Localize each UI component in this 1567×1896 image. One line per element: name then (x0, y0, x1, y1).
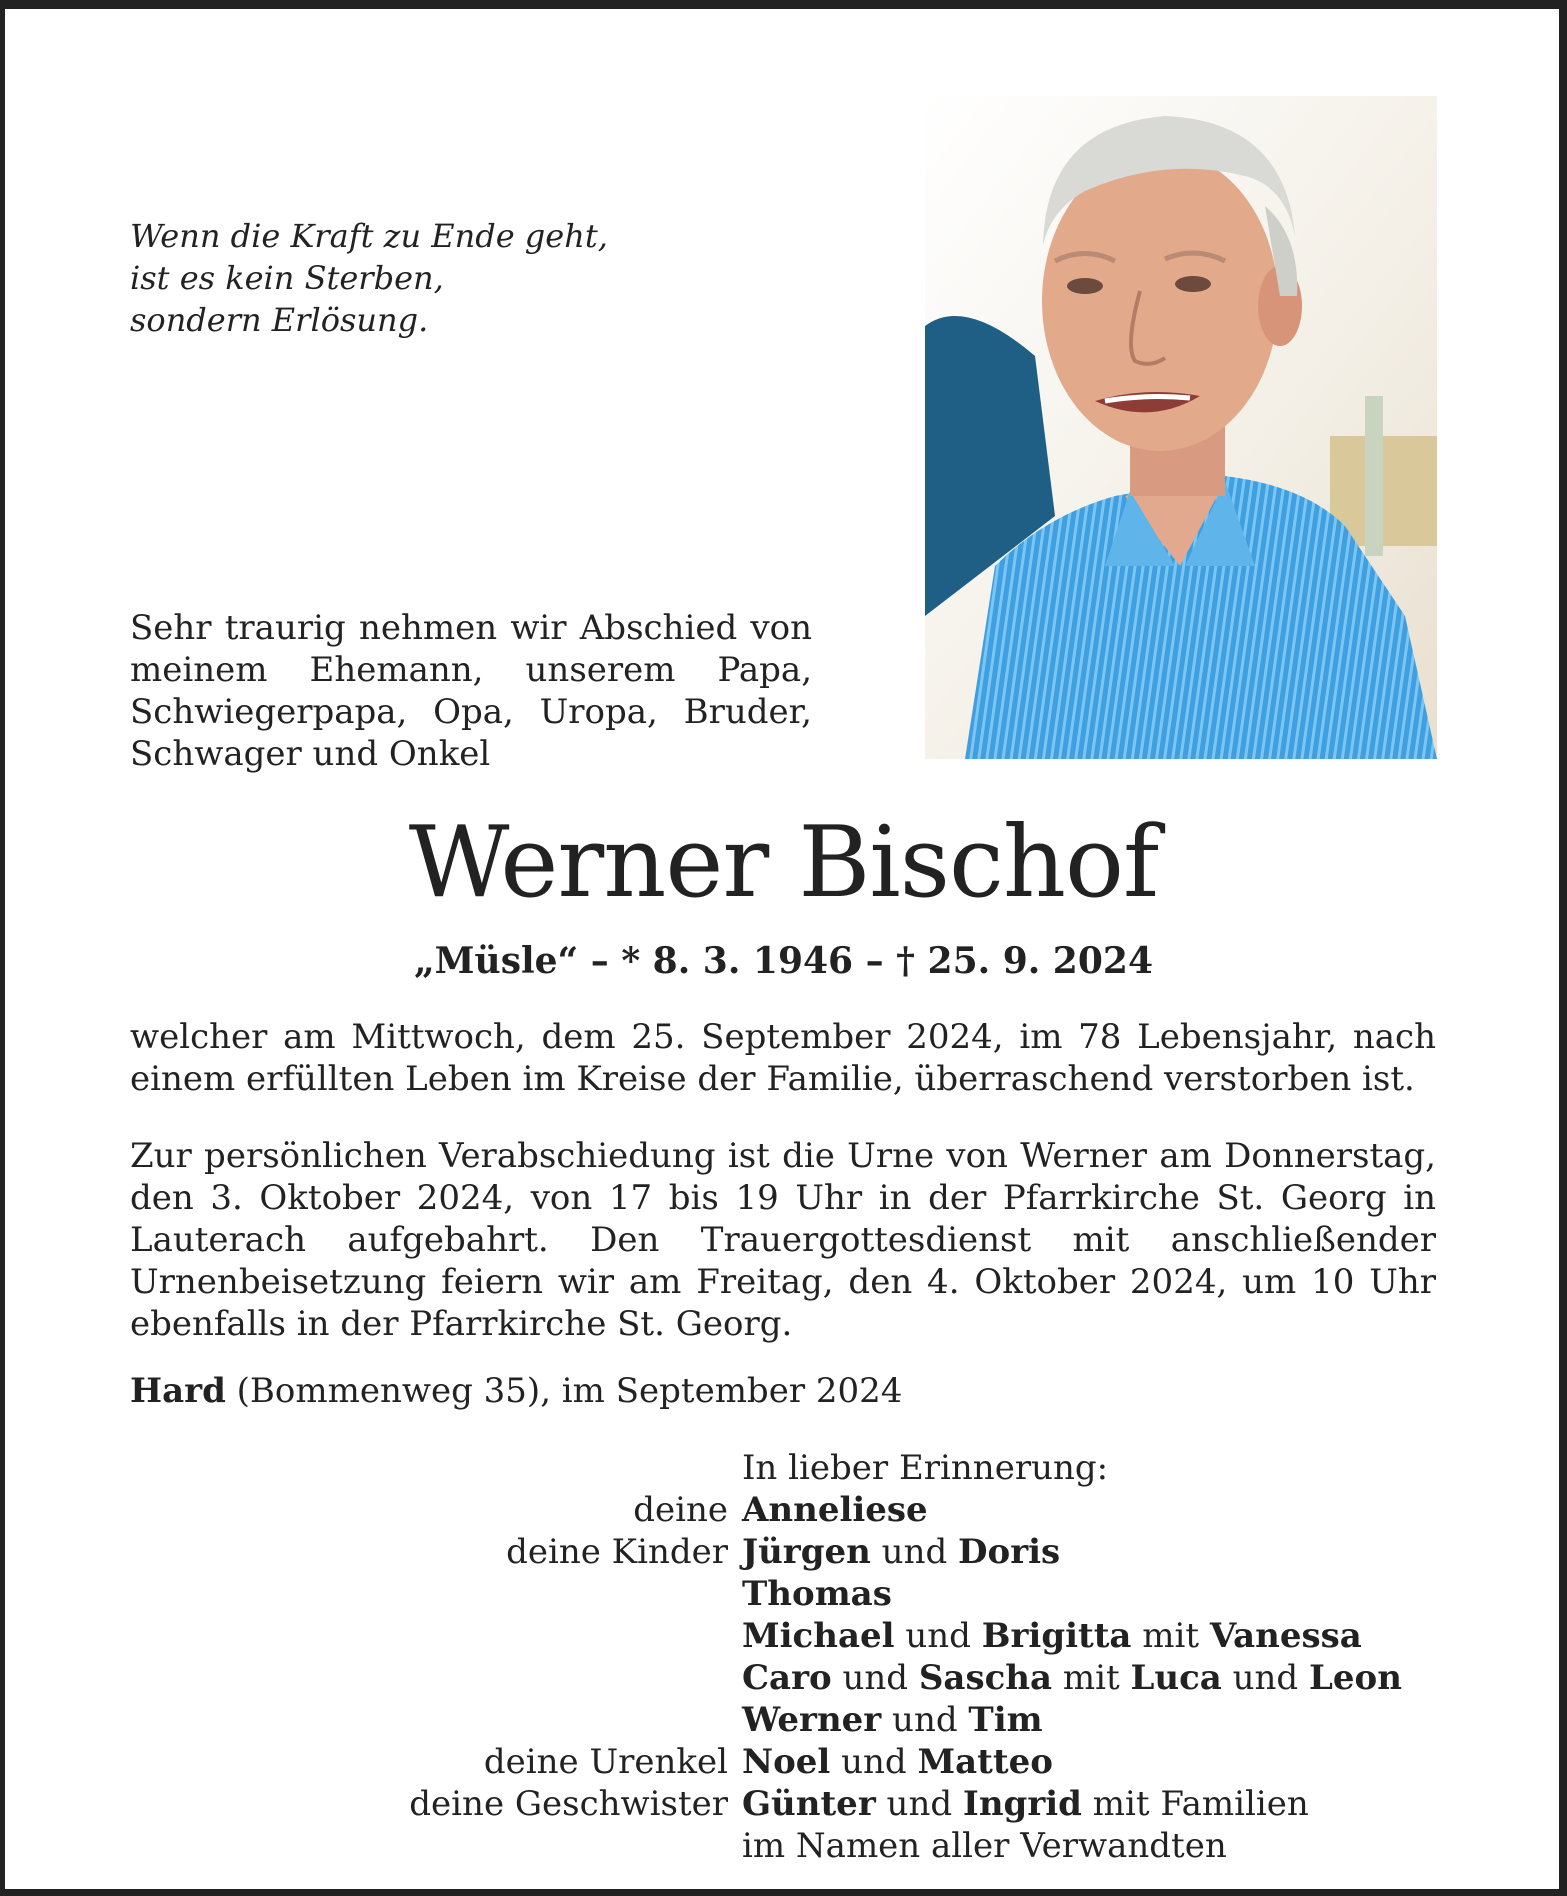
family-member-name: Doris (958, 1532, 1061, 1572)
family-relation-label: deine (633, 1490, 728, 1530)
family-members (742, 1615, 1436, 1657)
family-relation-label (130, 1615, 742, 1657)
family-relation-label: deine Kinder (506, 1532, 728, 1572)
family-member-name: Tim (968, 1700, 1043, 1740)
family-rows (130, 1489, 1436, 1867)
family-heading: In lieber Erinnerung: (742, 1448, 1109, 1488)
family-member-name: Luca (1130, 1658, 1222, 1698)
intro-text: Sehr traurig nehmen wir Abschied von meinem Ehemann, unserem Papa, Schwiegerpapa, Opa, Uropa, Bruder, Schwager und Onkel (130, 608, 812, 774)
family-member-name: Vanessa (1209, 1616, 1362, 1656)
family-member-name: Günter (742, 1784, 876, 1824)
quote-line: Wenn die Kraft zu Ende geht, (130, 217, 608, 255)
family-members (742, 1573, 1436, 1615)
family-member-name: Leon (1309, 1658, 1402, 1698)
deceased-name: Werner Bischof (408, 806, 1159, 920)
family-member-name: Brigitta (981, 1616, 1132, 1656)
portrait-photo (925, 96, 1437, 759)
family-members (742, 1783, 1436, 1825)
family-connector-text: und (1221, 1658, 1310, 1698)
family-connector-text: und (870, 1532, 959, 1572)
funeral-details-paragraph: Zur persönlichen Verabschiedung ist die Urne von Werner am Donnerstag, den 3. Oktober 2024, von 17 bis 19 Uhr in der Pfarrkirche St. Georg in Lauterach aufgebahrt. Den Trauergottesdienst mit anschließender Urnenbeisetzung feiern wir am Freitag, den 4. Oktober 2024, um 10 Uhr ebenfalls in der Pfarrkirche St. Georg. (130, 1136, 1436, 1344)
family-connector-text: und (894, 1616, 982, 1656)
family-member-name: Werner (742, 1700, 882, 1740)
family-heading-row (130, 1447, 1436, 1489)
family-connector-text: mit (1131, 1616, 1210, 1656)
family-relation-label (130, 1657, 742, 1699)
family-member-name: Thomas (742, 1574, 892, 1614)
family-row (130, 1573, 1436, 1615)
family-members (742, 1825, 1436, 1867)
family-member-name: Jürgen (742, 1532, 871, 1572)
family-relation-label (130, 1825, 742, 1867)
family-members (742, 1531, 1436, 1573)
family-connector-text: mit (1052, 1658, 1131, 1698)
family-row (130, 1699, 1436, 1741)
quote-line: sondern Erlösung. (130, 301, 429, 339)
family-row (130, 1615, 1436, 1657)
family-connector-text: und (830, 1742, 918, 1782)
family-connector-text: und (881, 1700, 969, 1740)
family-list (130, 1447, 1436, 1867)
family-relation-label (130, 1699, 742, 1741)
family-member-name: Sascha (918, 1658, 1053, 1698)
family-member-name: Anneliese (742, 1490, 928, 1530)
family-members (742, 1699, 1436, 1741)
quote-line: ist es kein Sterben, (130, 259, 444, 297)
family-connector-text: und (831, 1658, 919, 1698)
family-member-name: Caro (742, 1658, 832, 1698)
family-relation-label (130, 1573, 742, 1615)
place-and-date (130, 1370, 902, 1412)
family-members (742, 1657, 1436, 1699)
family-relation-label: deine Geschwister (409, 1784, 728, 1824)
family-relation-label: deine Urenkel (483, 1742, 728, 1782)
family-row (130, 1783, 1436, 1825)
family-row (130, 1489, 1436, 1531)
place-address-date: (Bommenweg 35), im September 2024 (225, 1371, 903, 1411)
life-dates: „Müsle“ – * 8. 3. 1946 – † 25. 9. 2024 (413, 940, 1154, 982)
portrait-illustration (925, 96, 1437, 759)
family-row (130, 1657, 1436, 1699)
family-row (130, 1741, 1436, 1783)
family-members (742, 1489, 1436, 1531)
family-connector-text: und (875, 1784, 963, 1824)
place-town: Hard (130, 1371, 226, 1411)
family-connector-text: im Namen aller Verwandten (742, 1826, 1227, 1866)
family-row (130, 1531, 1436, 1573)
family-row (130, 1825, 1436, 1867)
family-member-name: Matteo (917, 1742, 1053, 1782)
family-member-name: Ingrid (962, 1784, 1082, 1824)
family-connector-text: mit Familien (1081, 1784, 1309, 1824)
memorial-quote (130, 215, 608, 341)
family-member-name: Noel (742, 1742, 831, 1782)
family-members (742, 1741, 1436, 1783)
death-notice-paragraph: welcher am Mittwoch, dem 25. September 2024, im 78 Lebensjahr, nach einem erfüllten Leben im Kreise der Familie, überraschend verstorben ist. (130, 1017, 1436, 1099)
family-member-name: Michael (742, 1616, 895, 1656)
